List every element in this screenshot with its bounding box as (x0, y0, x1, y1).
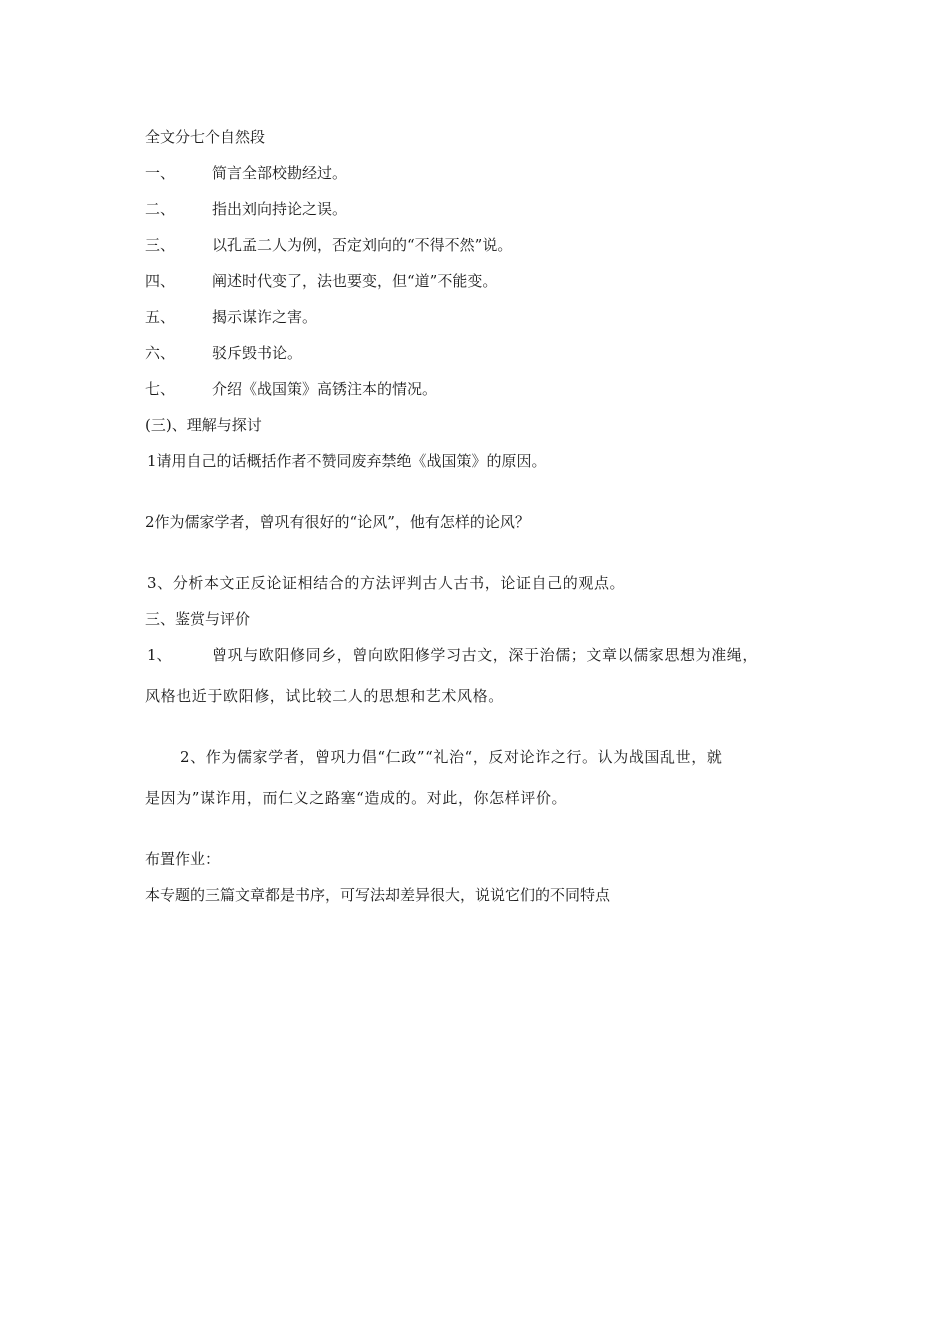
outline-item-num: 一、 (145, 164, 176, 182)
outline-item-1 (145, 164, 347, 182)
appreciation-paragraph-1-num: 1、 (147, 646, 172, 664)
outline-item-text: 驳斥毁书论。 (212, 344, 303, 362)
outline-item-text: 揭示谋诈之害。 (212, 308, 318, 326)
outline-heading: 全文分七个自然段 (145, 128, 266, 146)
outline-item-3 (145, 236, 512, 254)
outline-item-text: 阐述时代变了，法也要变，但“道”不能变。 (212, 272, 498, 290)
homework-text: 本专题的三篇文章都是书序，可写法却差异很大，说说它们的不同特点 (145, 886, 611, 904)
outline-item-num: 四、 (145, 272, 176, 290)
outline-item-num: 三、 (145, 236, 176, 254)
appreciation-paragraph-1-line-2: 风格也近于欧阳修，试比较二人的思想和艺术风格。 (145, 687, 504, 705)
outline-item-text: 简言全部校勘经过。 (212, 164, 348, 182)
outline-item-num: 七、 (145, 380, 176, 398)
homework-heading: 布置作业： (145, 850, 221, 868)
discussion-heading: (三)、理解与探讨 (145, 416, 262, 434)
appreciation-paragraph-1-line-1 (147, 646, 758, 664)
discussion-question-1: 1请用自己的话概括作者不赞同废弃禁绝《战国策》的原因。 (147, 452, 547, 470)
outline-item-text: 介绍《战国策》高锈注本的情况。 (212, 380, 438, 398)
outline-item-text: 以孔孟二人为例，否定刘向的“不得不然”说。 (212, 236, 513, 254)
outline-item-num: 六、 (145, 344, 176, 362)
discussion-question-2: 2作为儒家学者，曾巩有很好的“论风”，他有怎样的论风？ (145, 513, 530, 531)
outline-item-text: 指出刘向持论之误。 (212, 200, 348, 218)
discussion-question-3: 3、分析本文正反论证相结合的方法评判古人古书，论证自己的观点。 (147, 574, 626, 592)
appreciation-heading: 三、鉴赏与评价 (145, 610, 251, 628)
outline-item-num: 五、 (145, 308, 176, 326)
outline-item-num: 二、 (145, 200, 176, 218)
appreciation-paragraph-2-line-1: 2、作为儒家学者，曾巩力倡“仁政”“礼治“，反对论诈之行。认为战国乱世，就 (180, 748, 723, 766)
appreciation-paragraph-2-line-2: 是因为”谋诈用，而仁义之路塞“造成的。对此，你怎样评价。 (145, 789, 568, 807)
outline-item-4 (145, 272, 497, 290)
outline-item-6 (145, 344, 302, 362)
appreciation-paragraph-1-text: 曾巩与欧阳修同乡，曾向欧阳修学习古文，深于治儒；文章以儒家思想为准绳， (212, 646, 759, 664)
outline-item-5 (145, 308, 317, 326)
outline-item-2 (145, 200, 347, 218)
outline-item-7 (145, 380, 437, 398)
